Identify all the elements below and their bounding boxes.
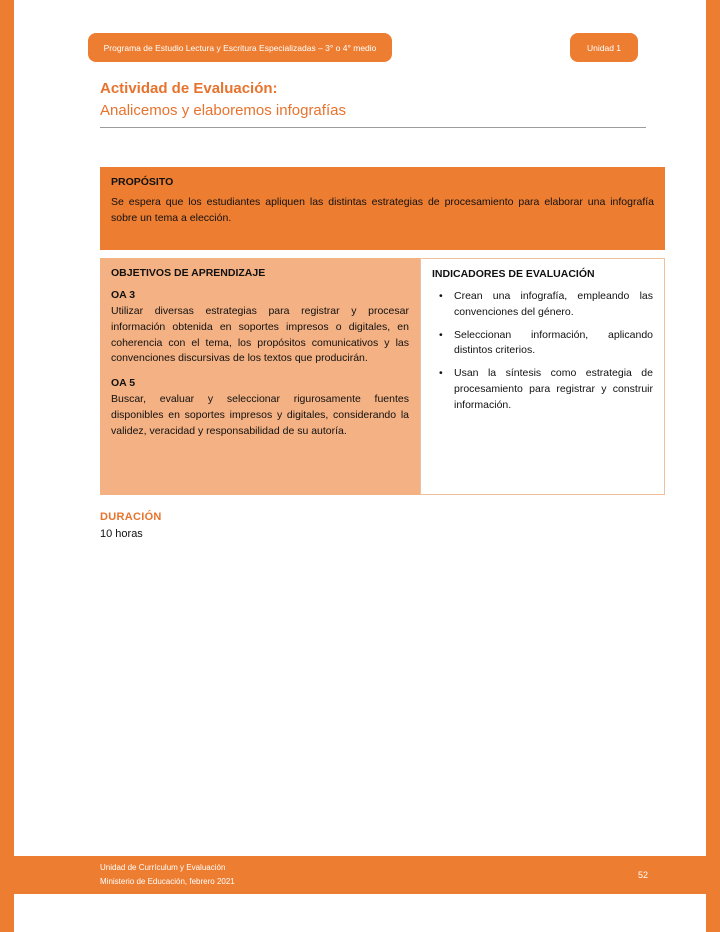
activity-title: Actividad de Evaluación: [100, 80, 278, 97]
left-page-border [0, 0, 14, 932]
proposito-heading: PROPÓSITO [111, 176, 174, 188]
indicadores-heading: INDICADORES DE EVALUACIÓN [432, 268, 595, 280]
unit-header-badge [570, 33, 638, 62]
list-item [432, 328, 653, 360]
list-item [432, 366, 653, 413]
list-item [432, 289, 653, 321]
activity-title-block [100, 80, 646, 128]
unit-header-label: Unidad 1 [586, 42, 622, 53]
oa3-text: Utilizar diversas estrategias para registrar y procesar información obtenida en soportes impresos o digitales, en coherencia con el tema, los propósitos comunicativos y las convenciones discursivas de los textos que producirán. [111, 305, 409, 365]
oa5-code: OA 5 [111, 377, 136, 389]
duracion-section [100, 511, 162, 540]
footer-line2: Ministerio de Educación, febrero 2021 [100, 877, 235, 886]
bullet-icon: • [439, 367, 443, 379]
proposito-body: Se espera que los estudiantes apliquen las distintas estrategias de procesamiento para elaborar una infografía sobre un tema a elección. [111, 196, 654, 224]
program-header-label: Programa de Estudio Lectura y Escritura Especializadas – 3° o 4° medio [103, 42, 377, 53]
page-number: 52 [637, 870, 648, 880]
right-page-border [706, 0, 720, 932]
bullet-icon: • [439, 328, 443, 341]
program-header-badge [88, 33, 392, 62]
indicadores-column [420, 258, 665, 495]
page-footer [0, 856, 720, 894]
indicadores-list [432, 289, 653, 413]
title-divider [100, 127, 646, 128]
objetivos-heading: OBJETIVOS DE APRENDIZAJE [111, 267, 266, 279]
objetivos-column [100, 258, 420, 495]
proposito-section [100, 167, 665, 250]
indicador-text: Usan la síntesis como estrategia de procesamiento para registrar y construir información. [454, 367, 653, 411]
duracion-value: 10 horas [100, 528, 143, 540]
oa3-code: OA 3 [111, 289, 136, 301]
oa5-text: Buscar, evaluar y seleccionar rigurosamente fuentes disponibles en soportes impresos y digitales, considerando la validez, veracidad y responsabilidad de su autoría. [111, 393, 409, 437]
duracion-heading: DURACIÓN [100, 511, 162, 523]
bullet-icon: • [439, 290, 443, 302]
footer-credits [100, 861, 235, 888]
indicador-text: Crean una infografía, empleando las convenciones del género. [454, 290, 653, 318]
activity-subtitle: Analicemos y elaboremos infografías [100, 102, 346, 119]
footer-line1: Unidad de Currículum y Evaluación [100, 863, 226, 873]
indicador-text: Seleccionan información, aplicando distintos criterios. [454, 328, 653, 357]
objectives-indicators-table [100, 258, 665, 495]
